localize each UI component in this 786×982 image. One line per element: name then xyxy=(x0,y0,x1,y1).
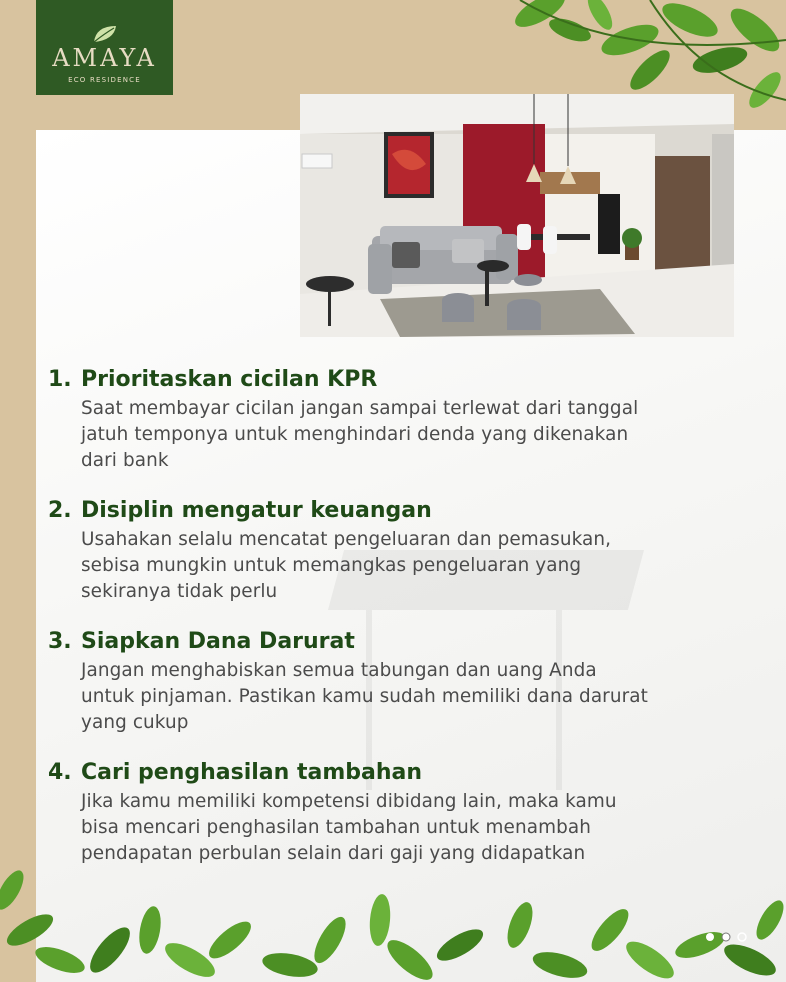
tip-body-line: sekiranya tidak perlu xyxy=(81,581,278,602)
tip-title xyxy=(48,497,768,525)
living-room-photo xyxy=(300,94,734,337)
tip-body-line: sebisa mungkin untuk memangkas pengeluaran yang xyxy=(81,555,582,576)
tip-title-text: Disiplin mengatur keuangan xyxy=(81,498,432,523)
tip-item xyxy=(48,497,768,605)
tip-title xyxy=(48,366,768,394)
tip-body-line: bisa mencari penghasilan tambahan untuk menambah xyxy=(81,817,591,838)
tip-number: 1. xyxy=(48,367,72,392)
brand-logo xyxy=(36,0,173,95)
brand-tagline: ECO RESIDENCE xyxy=(68,76,141,84)
tip-body-line: pendapatan perbulan selain dari gaji yang didapatkan xyxy=(81,843,586,864)
carousel-dot[interactable] xyxy=(738,933,746,941)
brand-name: AMAYA xyxy=(52,44,157,72)
tip-number: 2. xyxy=(48,498,72,523)
tip-number: 4. xyxy=(48,760,72,785)
tip-number: 3. xyxy=(48,629,72,654)
tip-title xyxy=(48,628,768,656)
tip-title-text: Cari penghasilan tambahan xyxy=(81,760,423,785)
tip-body-line: Saat membayar cicilan jangan sampai terlewat dari tanggal xyxy=(81,398,639,419)
tip-body xyxy=(81,658,768,736)
tip-body-line: Jangan menghabiskan semua tabungan dan uang Anda xyxy=(81,660,597,681)
carousel-dot-active[interactable] xyxy=(722,933,730,941)
leaf-icon xyxy=(92,24,118,44)
tip-body-line: jatuh temponya untuk menghindari denda yang dikenakan xyxy=(81,424,629,445)
tip-body-line: Usahakan selalu mencatat pengeluaran dan pemasukan, xyxy=(81,529,612,550)
carousel-indicator xyxy=(704,928,752,947)
carousel-dot[interactable] xyxy=(706,933,714,941)
tip-title-text: Siapkan Dana Darurat xyxy=(81,629,355,654)
tip-body-line: dari bank xyxy=(81,450,169,471)
tip-body xyxy=(81,789,768,867)
tip-item xyxy=(48,366,768,474)
tip-body-line: Jika kamu memiliki kompetensi dibidang lain, maka kamu xyxy=(81,791,617,812)
tip-body-line: untuk pinjaman. Pastikan kamu sudah memiliki dana darurat xyxy=(81,686,648,707)
tip-item xyxy=(48,628,768,736)
tip-body-line: yang cukup xyxy=(81,712,189,733)
tip-body xyxy=(81,396,768,474)
tip-item xyxy=(48,759,768,867)
tip-body xyxy=(81,527,768,605)
tip-title xyxy=(48,759,768,787)
tip-title-text: Prioritaskan cicilan KPR xyxy=(81,367,378,392)
